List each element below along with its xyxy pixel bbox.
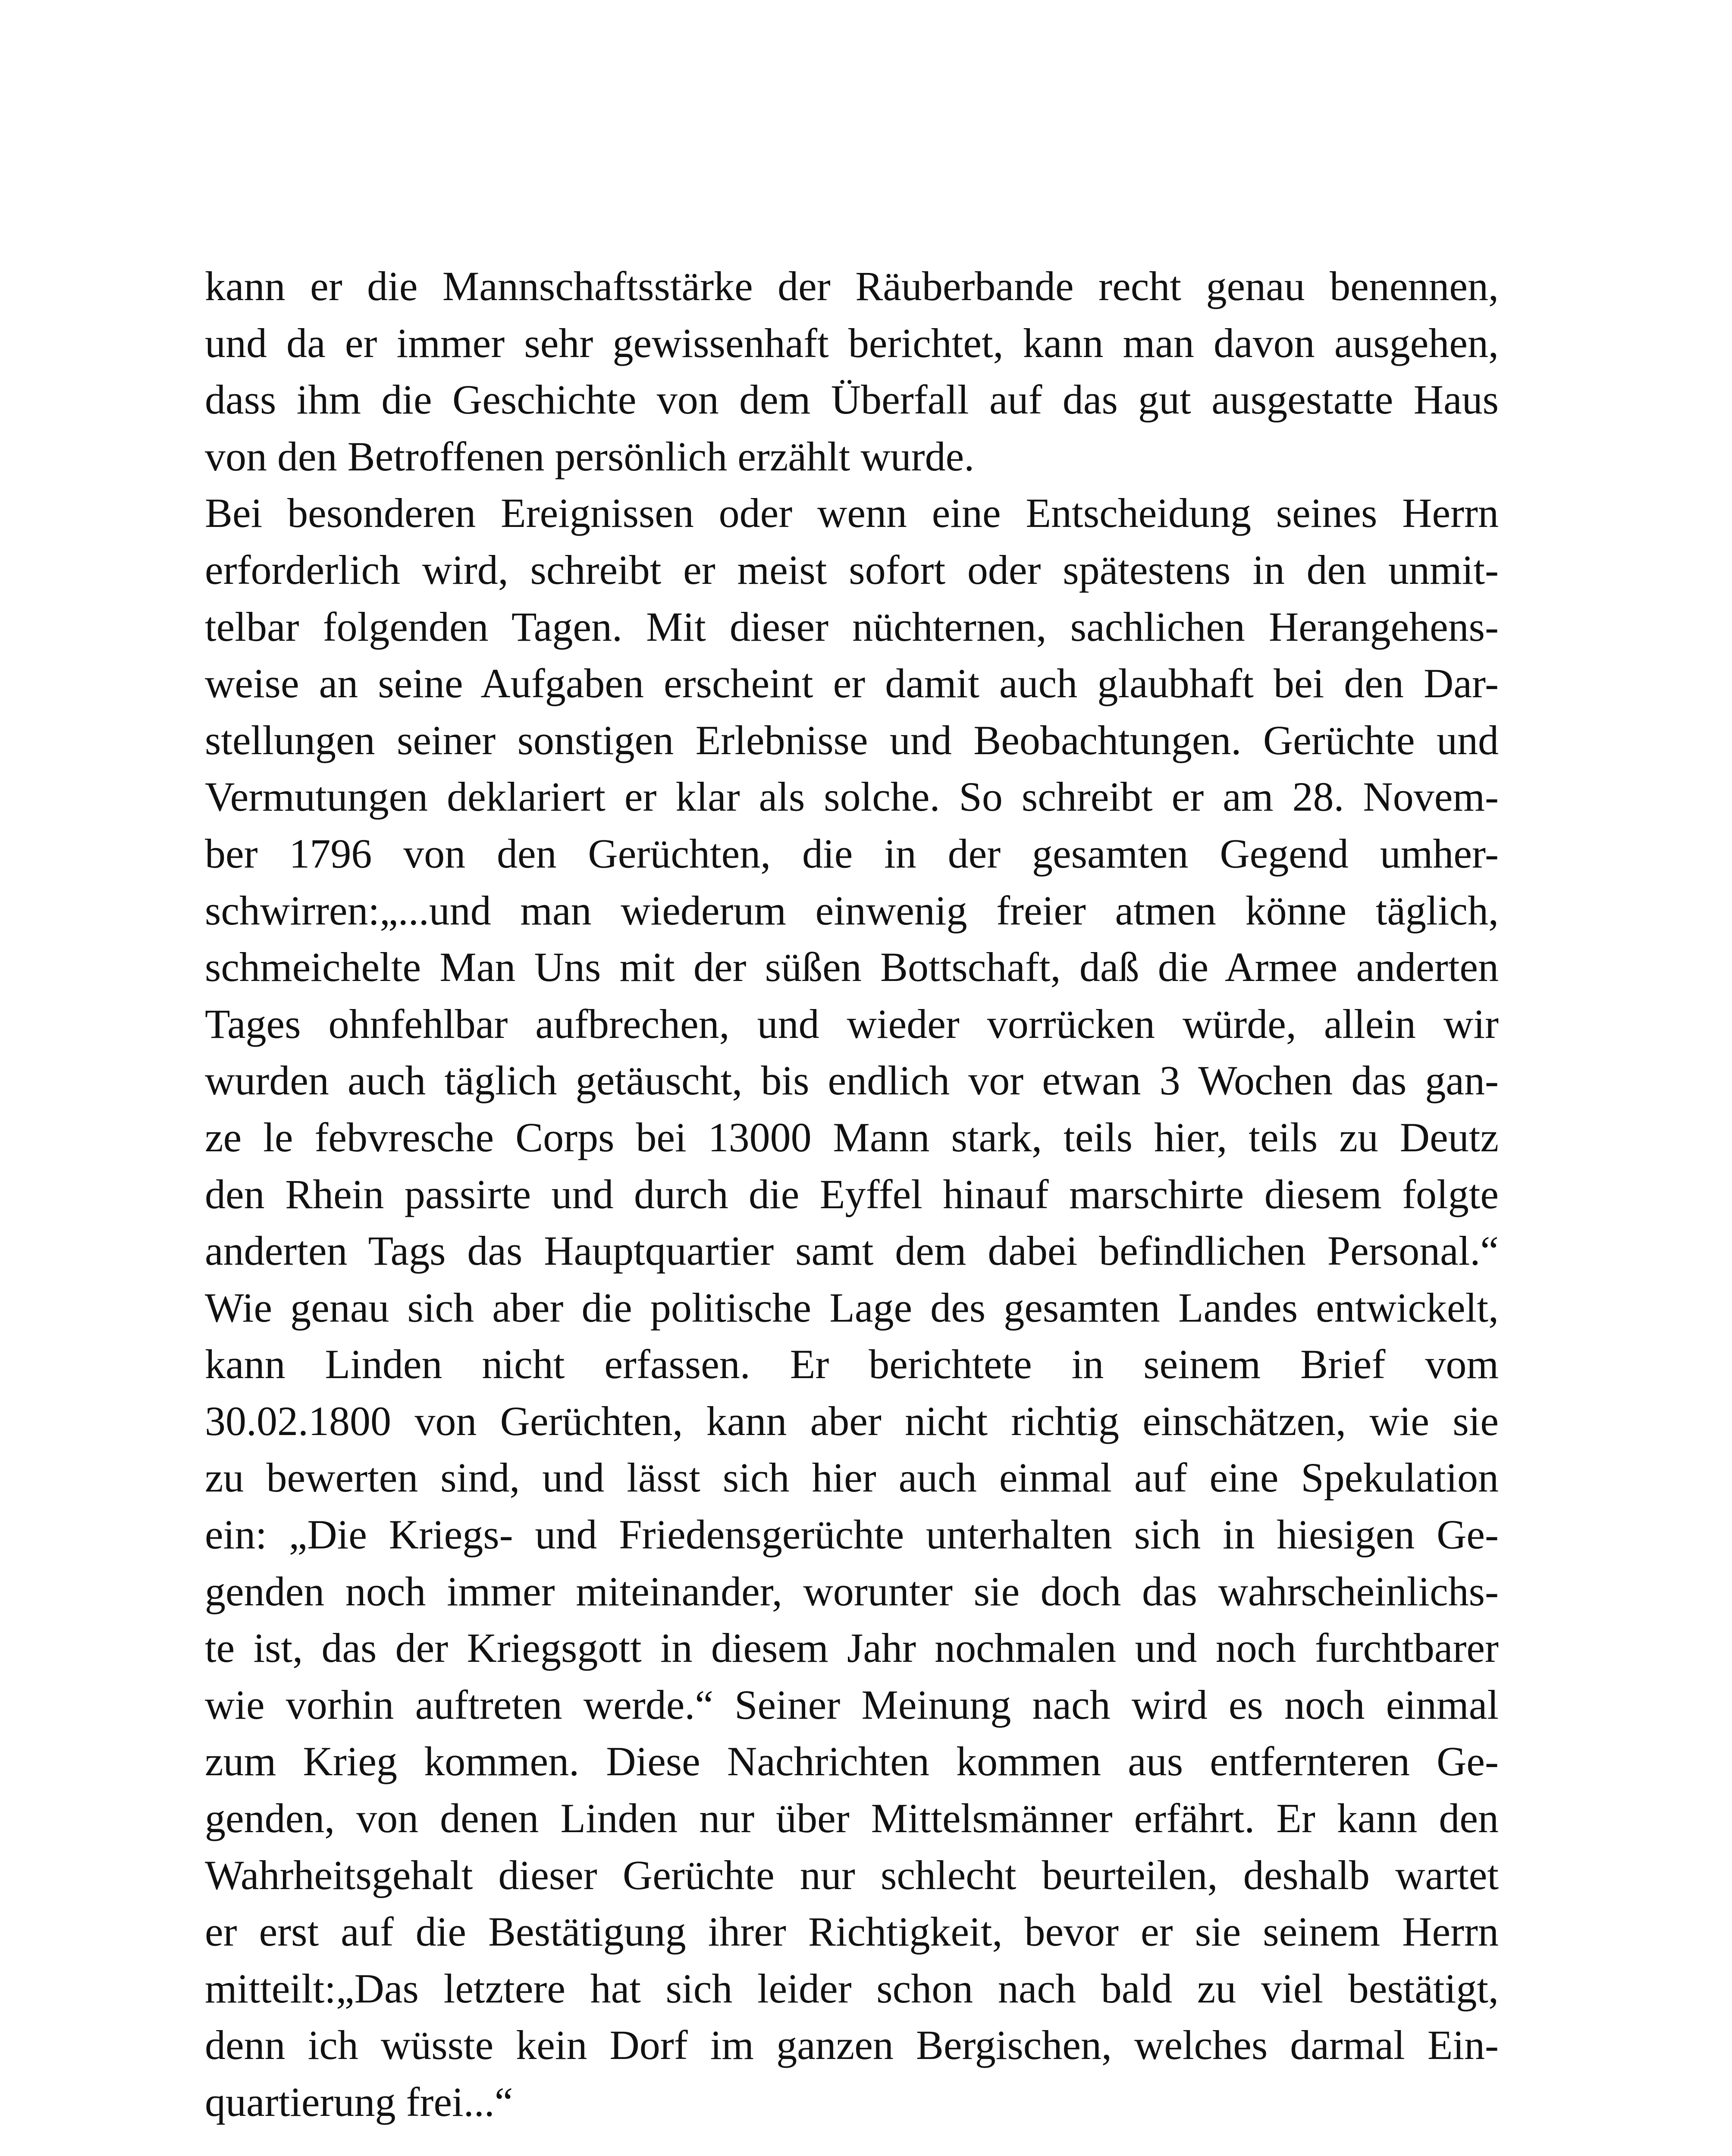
text-line: telbar folgenden Tagen. Mit dieser nüchternen, sachlichen Herangehens- [205,603,1499,650]
text-line: genden, von denen Linden nur über Mittelsmänner erfährt. Er kann den [205,1795,1499,1842]
text-line: ber 1796 von den Gerüchten, die in der gesamten Gegend umher- [205,830,1499,877]
text-line: stellungen seiner sonstigen Erlebnisse und Beobachtungen. Gerüchte und [205,717,1499,763]
text-line: 30.02.1800 von Gerüchten, kann aber nicht richtig einschätzen, wie sie [205,1398,1499,1444]
text-line: Vermutungen deklariert er klar als solche. So schreibt er am 28. Novem- [205,774,1499,820]
text-line: wurden auch täglich getäuscht, bis endlich vor etwan 3 Wochen das gan- [205,1057,1499,1104]
text-line: wie vorhin auftreten werde.“ Seiner Meinung nach wird es noch einmal [205,1681,1499,1728]
text-line: zum Krieg kommen. Diese Nachrichten kommen aus entfernteren Ge- [205,1738,1499,1785]
text-line: Wahrheitsgehalt dieser Gerüchte nur schlecht beurteilen, deshalb wartet [205,1852,1499,1898]
text-line: denn ich wüsste kein Dorf im ganzen Bergischen, welches darmal Ein- [205,2022,1499,2068]
text-line: Wie genau sich aber die politische Lage des gesamten Landes entwickelt, [205,1284,1499,1331]
text-line: ein: „Die Kriegs- und Friedensgerüchte unterhalten sich in hiesigen Ge- [205,1511,1499,1558]
text-line: Tages ohnfehlbar aufbrechen, und wieder vorrücken würde, allein wir [205,1000,1499,1047]
text-line: er erst auf die Bestätigung ihrer Richtigkeit, bevor er sie seinem Herrn [205,1908,1499,1955]
text-line: mitteilt:„Das letztere hat sich leider schon nach bald zu viel bestätigt, [205,1965,1499,2012]
body-text [205,258,1499,2131]
text-line: genden noch immer miteinander, worunter sie doch das wahrscheinlichs- [205,1568,1499,1614]
text-line: schwirren:„...und man wiederum einwenig freier atmen könne täglich, [205,887,1499,934]
text-line: und da er immer sehr gewissenhaft berichtet, kann man davon ausgehen, [205,320,1499,366]
text-line: kann Linden nicht erfassen. Er berichtete in seinem Brief vom [205,1341,1499,1388]
text-line: von den Betroffenen persönlich erzählt wurde. [205,433,975,479]
text-line: quartierung frei...“ [205,2079,513,2125]
text-line: anderten Tags das Hauptquartier samt dem dabei befindlichen Personal.“ [205,1228,1499,1274]
text-line: den Rhein passirte und durch die Eyffel hinauf marschirte diesem folgte [205,1171,1499,1217]
text-line: zu bewerten sind, und lässt sich hier auch einmal auf eine Spekulation [205,1454,1499,1501]
text-line: dass ihm die Geschichte von dem Überfall auf das gut ausgestatte Haus [205,376,1499,423]
text-line: schmeichelte Man Uns mit der süßen Bottschaft, daß die Armee anderten [205,944,1499,990]
text-line: kann er die Mannschaftsstärke der Räuberbande recht genau benennen, [205,263,1499,309]
text-line: Bei besonderen Ereignissen oder wenn eine Entscheidung seines Herrn [205,490,1499,536]
text-line: ze le febvresche Corps bei 13000 Mann stark, teils hier, teils zu Deutz [205,1114,1499,1160]
text-line: weise an seine Aufgaben erscheint er damit auch glaubhaft bei den Dar- [205,660,1499,707]
text-line: erforderlich wird, schreibt er meist sofort oder spätestens in den unmit- [205,546,1499,593]
text-line: te ist, das der Kriegsgott in diesem Jahr nochmalen und noch furchtbarer [205,1625,1499,1671]
